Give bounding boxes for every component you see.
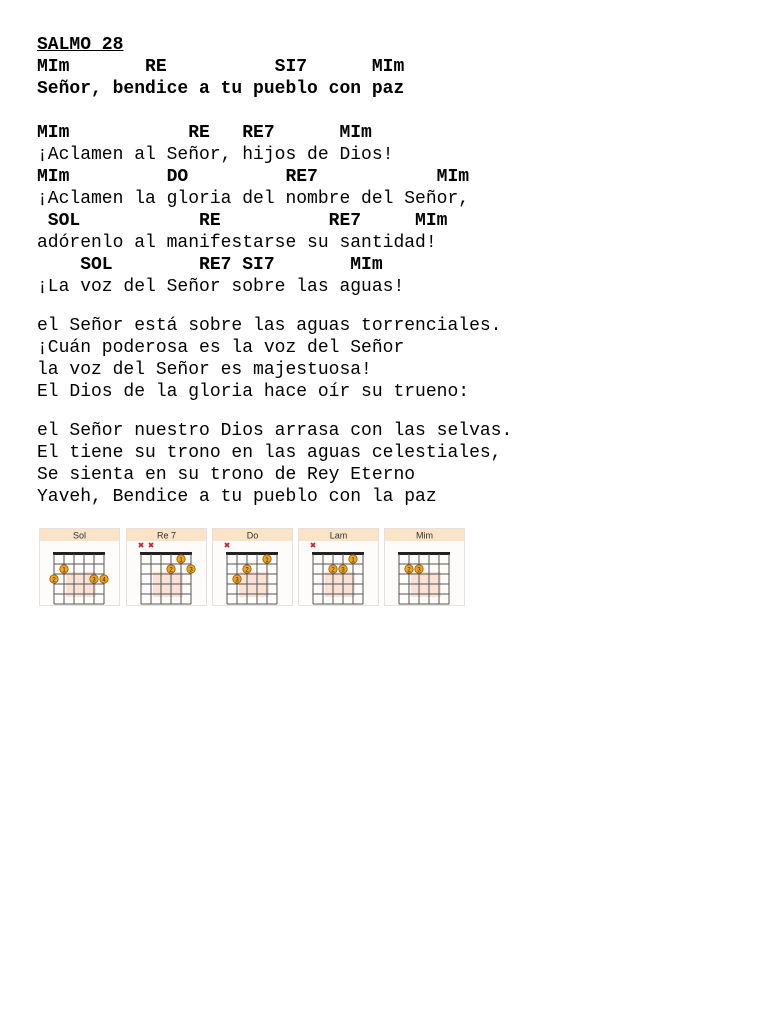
finger-number: 3 — [417, 567, 421, 574]
chord-nut — [398, 552, 450, 555]
finger-number: 1 — [179, 557, 183, 564]
lyric-line: ¡Aclamen la gloria del nombre del Señor, — [37, 189, 470, 209]
chord-nut — [312, 552, 364, 555]
finger-number: 2 — [331, 567, 335, 574]
finger-number: 3 — [92, 577, 96, 584]
chord-line: SOL RE7 SI7 MIm — [37, 255, 383, 275]
finger-number: 3 — [189, 567, 193, 574]
lyric-line: El tiene su trono en las aguas celestiales, — [37, 443, 502, 463]
finger-number: 4 — [102, 577, 106, 584]
chord-diagram-svg — [299, 529, 378, 605]
chord-nut — [53, 552, 105, 555]
lyric-line: Yaveh, Bendice a tu pueblo con la paz — [37, 487, 437, 507]
chord-nut — [226, 552, 278, 555]
muted-string-mark — [225, 543, 229, 547]
chord-diagram-do — [212, 528, 293, 606]
chord-diagram-sol — [39, 528, 120, 606]
chord-diagram-svg — [385, 529, 464, 605]
chord-diagram-lam — [298, 528, 379, 606]
chord-name: Re 7 — [156, 530, 177, 541]
lyric-line: adórenlo al manifestarse su santidad! — [37, 233, 437, 253]
finger-number: 1 — [265, 557, 269, 564]
muted-string-mark — [139, 543, 143, 547]
chord-name: Mim — [416, 530, 433, 541]
chorus-line: Señor, bendice a tu pueblo con paz — [37, 79, 405, 99]
chord-name: Do — [246, 530, 259, 541]
chord-diagrams — [39, 528, 469, 606]
muted-string-mark — [149, 543, 153, 547]
finger-number: 1 — [62, 567, 66, 574]
lyric-line: ¡Cuán poderosa es la voz del Señor — [37, 338, 405, 358]
chord-name: Lam — [329, 530, 348, 541]
lyric-line: el Señor nuestro Dios arrasa con las selvas. — [37, 421, 513, 441]
lyric-line: el Señor está sobre las aguas torrenciales. — [37, 316, 502, 336]
finger-number: 2 — [169, 567, 173, 574]
chord-nut — [140, 552, 192, 555]
muted-string-mark — [311, 543, 315, 547]
finger-number: 1 — [351, 557, 355, 564]
lyric-line: ¡La voz del Señor sobre las aguas! — [37, 277, 405, 297]
chord-diagram-svg — [127, 529, 206, 605]
chord-diagram-svg — [40, 529, 119, 605]
chord-name: Sol — [72, 530, 87, 541]
chord-line: SOL RE RE7 MIm — [37, 211, 448, 231]
chord-line: MIm DO RE7 MIm — [37, 167, 470, 187]
finger-number: 3 — [341, 567, 345, 574]
lyric-line: El Dios de la gloria hace oír su trueno: — [37, 382, 470, 402]
lyric-line: Se sienta en su trono de Rey Eterno — [37, 465, 416, 485]
finger-number: 2 — [245, 567, 249, 574]
chord-line: MIm RE SI7 MIm — [37, 57, 405, 77]
finger-number: 2 — [52, 577, 56, 584]
song-title: SALMO 28 — [37, 35, 124, 55]
chord-diagram-re7 — [126, 528, 207, 606]
finger-number: 2 — [407, 567, 411, 574]
chord-diagram-mim — [384, 528, 465, 606]
chord-line: MIm RE RE7 MIm — [37, 123, 372, 143]
chord-diagram-svg — [213, 529, 292, 605]
lyric-line: ¡Aclamen al Señor, hijos de Dios! — [37, 145, 394, 165]
finger-number: 3 — [235, 577, 239, 584]
lyric-line: la voz del Señor es majestuosa! — [37, 360, 372, 380]
